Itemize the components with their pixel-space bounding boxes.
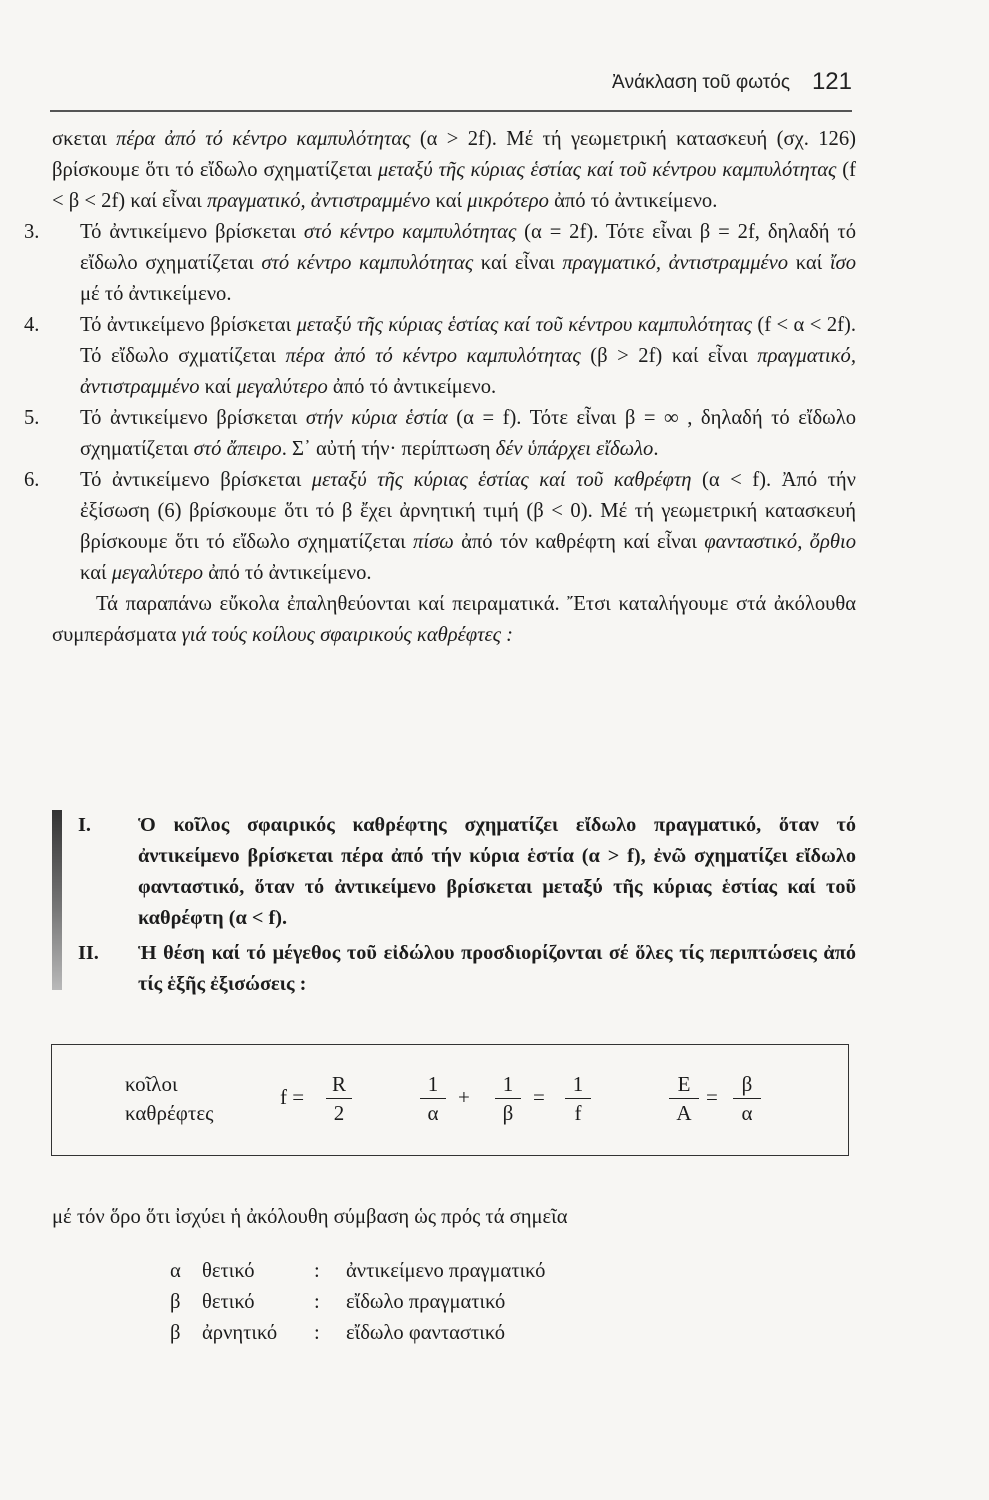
- convention-intro: μέ τόν ὅρο ὅτι ἰσχύει ἡ ἀκόλουθη σύμβαση ὡς πρός τά σημεῖα: [52, 1206, 568, 1228]
- page-number: 121: [811, 68, 852, 95]
- list-item: 4. Τό ἀντικείμενο βρίσκεται μεταξύ τῆς κύριας ἑστίας καί τοῦ κέντρου καμπυλότητας (f < α < 2f). Τό εἴδωλο σχματίζεται πέρα ἀπό τό κέντρο καμπυλότητας (β > 2f) καί εἶναι πραγματικό, ἀντιστραμμένο καί μεγαλύτερο ἀπό τό ἀντικείμενο.: [52, 310, 856, 403]
- conclusion-number: I.: [78, 814, 91, 836]
- fraction-1-over-f: $\frac{1}{f}$: [565, 1071, 591, 1128]
- item-number: 4.: [24, 314, 40, 336]
- table-row: β θετικό : εἴδωλο πραγματικό: [170, 1291, 506, 1313]
- running-title: Ἀνάκλαση τοῦ φωτός: [611, 72, 790, 93]
- fraction-E-over-A: $\frac{E}{A}$: [669, 1071, 699, 1128]
- fraction-1-over-beta: $\frac{1}{\beta}$: [495, 1071, 521, 1128]
- page-header: [52, 68, 852, 102]
- conclusion-item: I. Ὁ κοῖλος σφαιρικός καθρέφτης σχηματίζει εἴδωλο πραγματικό, ὅταν τό ἀντικείμενο βρίσκεται πέρα ἀπό τήν κύρια ἑστία (α > f), ἐνῶ σχηματίζει εἴδωλο φανταστικό, ὅταν τό ἀντικείμενο βρίσκεται μεταξύ τῆς κύριας ἑστίας καί τοῦ καθρέφτη (α < f).: [108, 810, 856, 934]
- margin-bar: [52, 810, 62, 990]
- list-item: 3. Τό ἀντικείμενο βρίσκεται στό κέντρο καμπυλότητας (α = 2f). Τότε εἶναι β = 2f, δηλαδή τό εἴδωλο σχηματίζεται στό κέντρο καμπυλότητας καί εἶναι πραγματικό, ἀντιστραμμένο καί ἴσο μέ τό ἀντικείμενο.: [52, 217, 856, 310]
- plus-sign: +: [458, 1085, 470, 1109]
- focal-formula-lhs: f =: [280, 1085, 305, 1109]
- sign-convention-table: [170, 1256, 545, 1349]
- fraction-beta-over-alpha: $\frac{\beta}{\alpha}$: [733, 1071, 761, 1128]
- item-number: 5.: [24, 407, 40, 429]
- list-item: 6. Τό ἀντικείμενο βρίσκεται μεταξύ τῆς κύριας ἑστίας καί τοῦ καθρέφτη (α < f). Ἀπό τήν ἐξίσωση (6) βρίσκουμε ὅτι τό β ἔχει ἀρνητική τιμή (β < 0). Μέ τή γεωμετρική κατασκευή βρίσκουμε ὅτι τό εἴδωλο σχηματίζεται πίσω ἀπό τόν καθρέφτη καί εἶναι φανταστικό, ὄρθιο καί μεγαλύτερο ἀπό τό ἀντικείμενο.: [52, 465, 856, 589]
- list-item: 5. Τό ἀντικείμενο βρίσκεται στήν κύρια ἑστία (α = f). Τότε εἶναι β = ∞ , δηλαδή τό εἴδωλο σχηματίζεται στό ἄπειρο. Σ᾽ αὐτή τήν· περίπτωση δέν ὑπάρχει εἴδωλο.: [52, 403, 856, 465]
- fraction-1-over-alpha: $\frac{1}{\alpha}$: [420, 1071, 446, 1128]
- table-row: α θετικό : ἀντικείμενο πραγματικό: [170, 1260, 546, 1282]
- main-text: [24, 124, 857, 651]
- item-number: 6.: [24, 469, 40, 491]
- summary-paragraph: Τά παραπάνω εὔκολα ἐπαληθεύονται καί πειραματικά. Ἔτσι καταλήγουμε στά ἀκόλουθα συμπεράσματα γιά τούς κοίλους σφαιρικούς καθρέφτες :: [52, 593, 856, 646]
- conclusion-number: II.: [78, 942, 99, 964]
- equals-sign: =: [533, 1085, 545, 1109]
- conclusions-block: [52, 810, 856, 1004]
- mirror-label: κοῖλοι καθρέφτες: [125, 1072, 214, 1125]
- formula-box: [51, 1044, 849, 1156]
- fraction-r-over-2: $\frac{R}{2}$: [326, 1071, 352, 1128]
- equals-sign: =: [706, 1085, 718, 1109]
- header-rule: [50, 110, 852, 112]
- item-number: 3.: [24, 221, 40, 243]
- conclusion-item: II. Ἡ θέση καί τό μέγεθος τοῦ εἰδώλου προσδιορίζονται σέ ὅλες τίς περιπτώσεις ἀπό τίς ἑξῆς ἐξισώσεις :: [108, 938, 856, 1000]
- continuation-paragraph: σκεται πέρα ἀπό τό κέντρο καμπυλότητας (α > 2f). Μέ τή γεωμετρική κατασκευή (σχ. 126) βρίσκουμε ὅτι τό εἴδωλο σχηματίζεται μεταξύ τῆς κύριας ἑστίας καί τοῦ κέντρου καμπυλότητας (f < β < 2f) καί εἶναι πραγματικό, ἀντιστραμμένο καί μικρότερο ἀπό τό ἀντικείμενο.: [52, 128, 856, 212]
- table-row: β ἀρνητικό : εἴδωλο φανταστικό: [170, 1322, 506, 1344]
